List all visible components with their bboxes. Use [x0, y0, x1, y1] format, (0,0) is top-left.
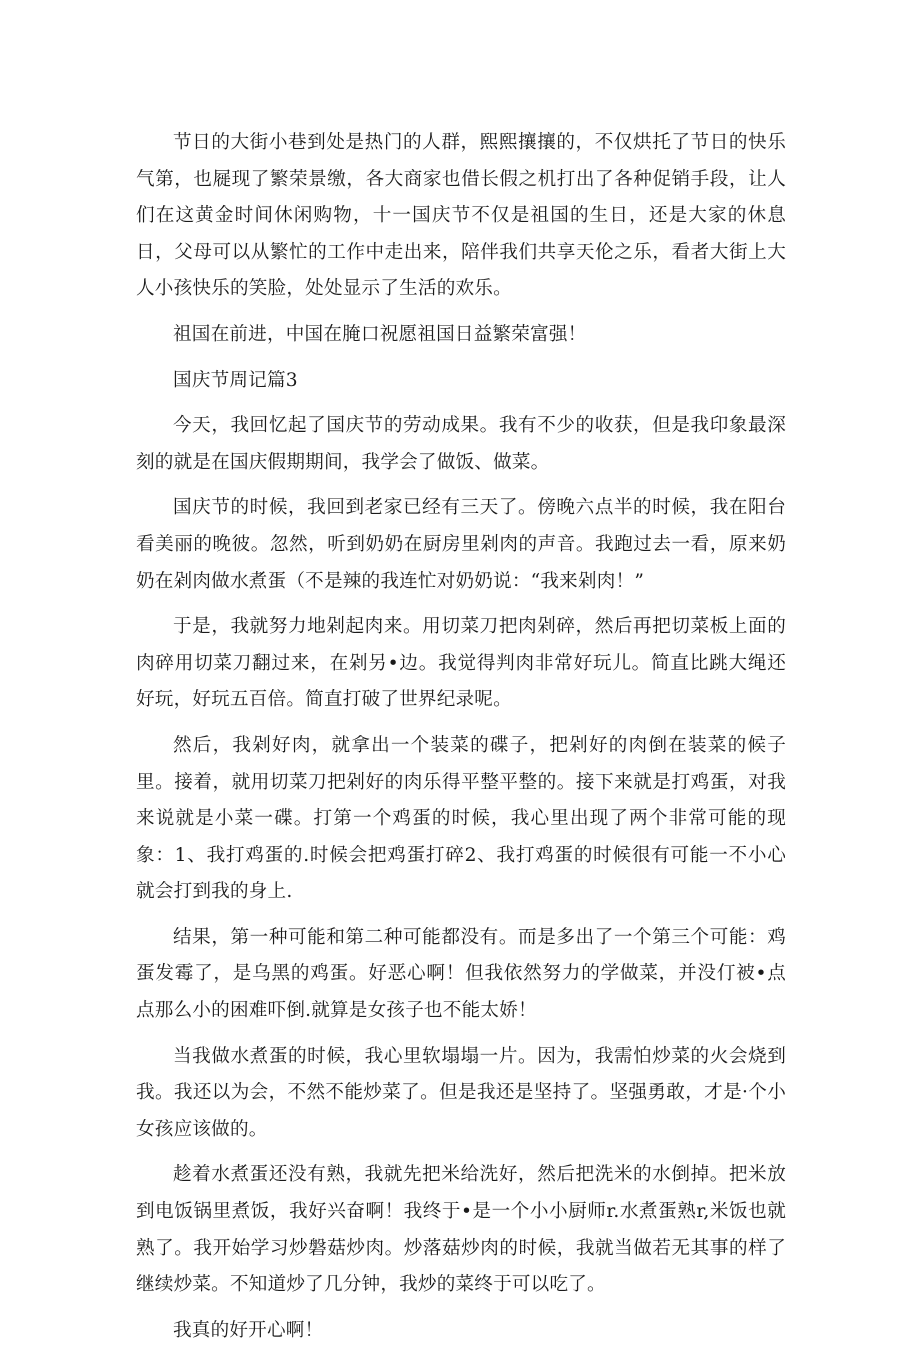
document-body: [136, 125, 786, 1358]
paragraph-6: 然后，我剁好肉，就拿出一个装菜的碟子，把剁好的肉倒在装菜的候子里。接着，就用切菜刀把剁好的肉乐得平整平整的。接下来就是打鸡蛋，对我来说就是小菜一碟。打第一个鸡蛋的时候，我心里出现了两个非常可能的现象：1、我打鸡蛋的.时候会把鸡蛋打碎2、我打鸡蛋的时候很有可能一不小心就会打到我的身上.: [136, 734, 786, 903]
paragraph-10: 我真的好开心啊！: [173, 1319, 324, 1341]
paragraph-8: 当我做水煮蛋的时候，我心里软塌塌一片。因为，我需怕炒菜的火会烧到我。我还以为会，不然不能炒菜了。但是我还是坚持了。坚强勇敢，才是·个小女孩应该做的。: [136, 1045, 786, 1140]
paragraph-7: 结果，第一种可能和第二种可能都没有。而是多出了一个第三个可能：鸡蛋发霉了，是乌黑的鸡蛋。好恶心啊！但我依然努力的学做菜，并没仃被•点点那么小的困难吓倒.就算是女孩子也不能太娇！: [136, 926, 786, 1022]
section-heading: 国庆节周记篇3: [173, 369, 298, 391]
paragraph-3: 今天，我回忆起了国庆节的劳动成果。我有不少的收获，但是我印象最深刻的就是在国庆假期期间，我学会了做饭、做菜。: [136, 415, 786, 473]
paragraph-1: 节日的大街小巷到处是热门的人群，熙熙攘攘的，不仅烘托了节日的快乐气第，也屣现了繁荣景缴，各大商家也借长假之机打出了各种促销手段，让人们在这黄金时间休闲购物，十一国庆节不仅是祖国的生日，还是大家的休息日，父母可以从繁忙的工作中走出来，陪伴我们共享天伦之乐，看者大街上大人小孩快乐的笑脸，处处显示了生活的欢乐。: [136, 132, 786, 300]
paragraph-9: 趁着水煮蛋还没有熟，我就先把米给洗好，然后把洗米的水倒掉。把米放到电饭锅里煮饭，我好兴奋啊！我终于•是一个小小厨师r.水煮蛋熟r,米饭也就熟了。我开始学习炒磐菇炒肉。炒落菇炒肉的时候，我就当做若无其事的样了继续炒菜。不知道炒了几分钟，我炒的菜终于可以吃了。: [136, 1164, 786, 1296]
paragraph-5: 于是，我就努力地剁起肉来。用切菜刀把肉剁碎，然后再把切菜板上面的肉碎用切菜刀翻过来，在剁另•边。我觉得判肉非常好玩儿。简直比跳大绳还好玩，好玩五百倍。简直打破了世界纪录呢。: [136, 616, 786, 711]
paragraph-4: 国庆节的时候，我回到老家已经有三天了。傍晚六点半的时候，我在阳台看美丽的晚彼。忽然，听到奶奶在厨房里剁肉的声音。我跑过去一看，原来奶奶在剁肉做水煮蛋（不是辣的我连忙对奶奶说：“我来剁肉！”: [136, 497, 786, 592]
paragraph-2: 祖国在前进，中国在腌口祝愿祖国日益繁荣富强！: [173, 323, 587, 345]
